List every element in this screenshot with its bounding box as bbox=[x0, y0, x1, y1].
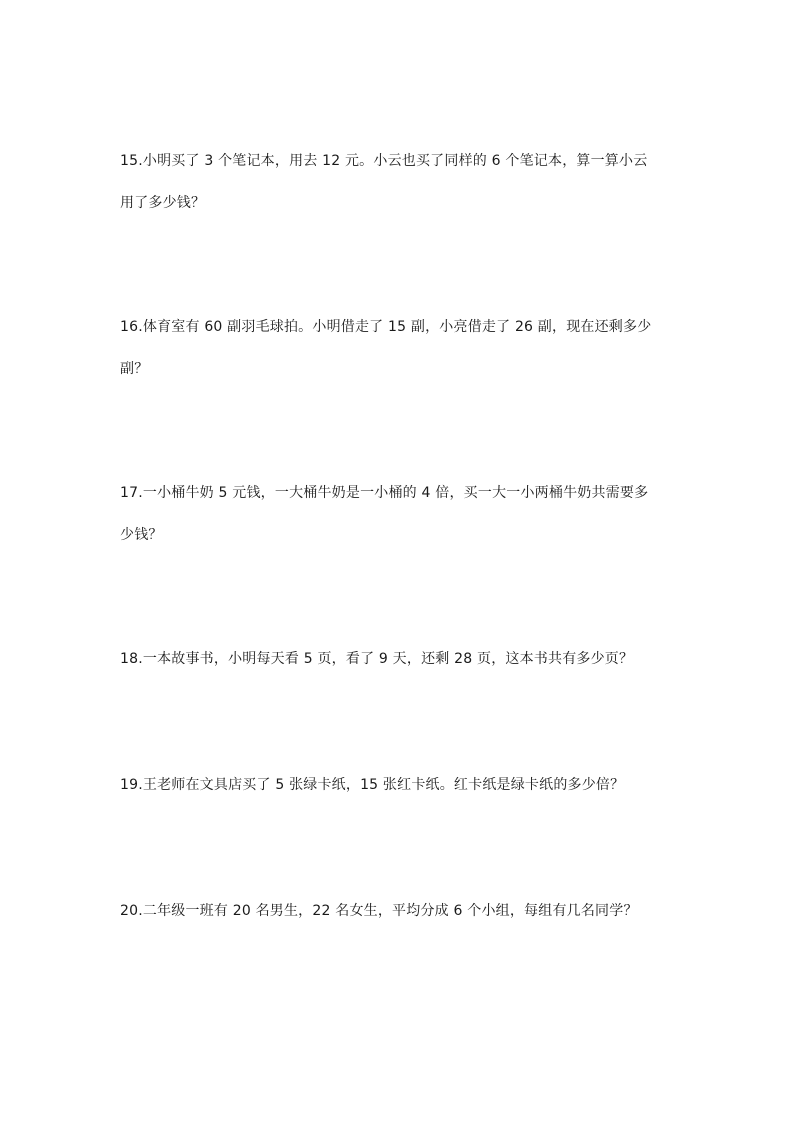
word-problem-18 bbox=[120, 638, 680, 680]
word-problem-19 bbox=[120, 764, 680, 806]
problem-line: 副？ bbox=[120, 361, 149, 377]
word-problem-17 bbox=[120, 472, 680, 556]
problem-line: 16.体育室有 60 副羽毛球拍。小明借走了 15 副，小亮借走了 26 副，现在还剩多少 bbox=[120, 319, 652, 335]
word-problem-20 bbox=[120, 890, 680, 932]
problem-line: 少钱？ bbox=[120, 527, 163, 543]
problem-line: 用了多少钱？ bbox=[120, 195, 206, 211]
problem-line: 15.小明买了 3 个笔记本，用去 12 元。小云也买了同样的 6 个笔记本，算一算小云 bbox=[120, 153, 648, 169]
problem-line: 17.一小桶牛奶 5 元钱，一大桶牛奶是一小桶的 4 倍，买一大一小两桶牛奶共需要多 bbox=[120, 485, 649, 501]
problem-line: 18.一本故事书，小明每天看 5 页，看了 9 天，还剩 28 页，这本书共有多少页？ bbox=[120, 651, 634, 667]
problem-line: 19.王老师在文具店买了 5 张绿卡纸，15 张红卡纸。红卡纸是绿卡纸的多少倍？ bbox=[120, 777, 625, 793]
word-problem-15 bbox=[120, 140, 680, 224]
word-problem-16 bbox=[120, 306, 680, 390]
problem-line: 20.二年级一班有 20 名男生，22 名女生，平均分成 6 个小组，每组有几名同学？ bbox=[120, 903, 638, 919]
